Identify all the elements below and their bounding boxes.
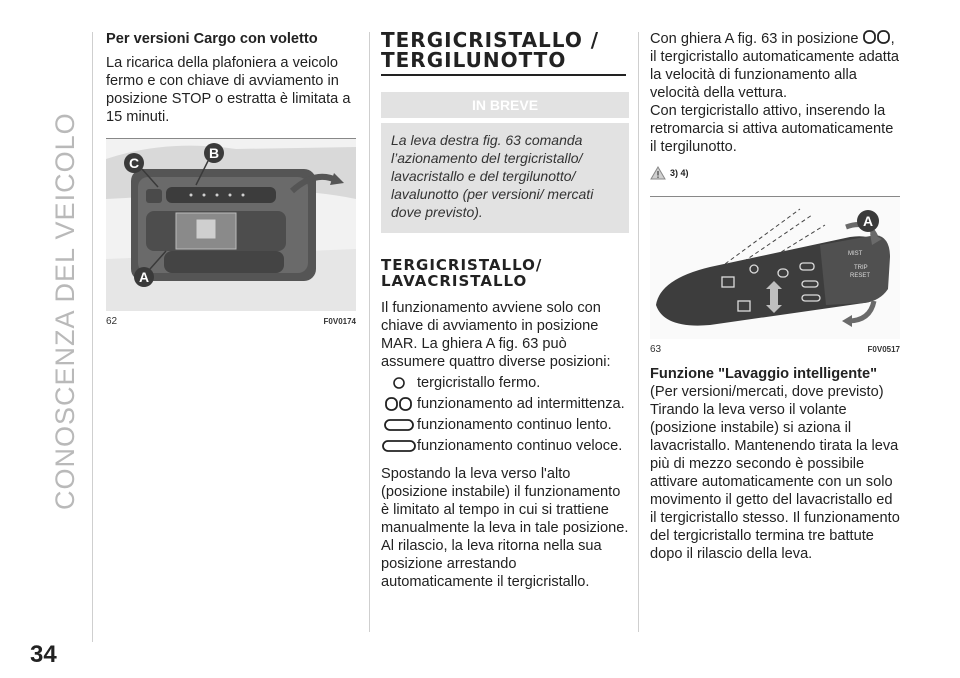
reverse-paragraph: Con tergicristallo attivo, inserendo la retromarcia si attiva automaticamente il tergilunotto. bbox=[650, 103, 894, 155]
cargo-heading: Per versioni Cargo con voletto bbox=[106, 31, 318, 47]
slow-continuous-icon bbox=[381, 417, 417, 433]
figure-63-code: F0V0517 bbox=[867, 345, 900, 354]
figure-62-image bbox=[106, 139, 356, 311]
side-divider bbox=[92, 32, 93, 642]
auto-paragraph-start: Con ghiera A fig. 63 in posizione bbox=[650, 31, 859, 47]
intro-paragraph: Il funzionamento avviene solo con chiave di avviamento in posizione MAR. La ghiera A fig. 63 può assumere quattro diverse posizioni: bbox=[381, 300, 611, 370]
position-label: tergicristallo fermo. bbox=[417, 375, 541, 391]
wiper-lever-illustration bbox=[650, 197, 900, 339]
position-item bbox=[381, 374, 629, 392]
section-title: TERGICRISTALLO / TERGILUNOTTO bbox=[381, 28, 600, 72]
function-heading: Funzione "Lavaggio intelligente" bbox=[650, 366, 878, 382]
position-item bbox=[381, 437, 629, 455]
figure-63-image bbox=[650, 197, 900, 339]
cargo-paragraph: La ricarica della plafoniera a veicolo fermo e con chiave di avviamento in posizione STOP o estratta è limitata a 15 minuti. bbox=[106, 55, 351, 125]
closing-paragraph: Spostando la leva verso l'alto (posizione instabile) il funzionamento è limitato al tempo in cui si trattiene manualmente la leva in tale posizione. Al rilascio, la leva ritorna nella sua posizione arrestando automaticamente il tergicristallo. bbox=[381, 466, 629, 590]
ceiling-light-illustration bbox=[106, 139, 356, 311]
intermittent-icon bbox=[381, 396, 417, 412]
auto-paragraph-end: , il tergicristallo automaticamente adatta la velocità di funzionamento alla velocità della vettura. bbox=[650, 31, 900, 101]
position-item bbox=[381, 395, 629, 413]
section-title-rule bbox=[381, 74, 626, 76]
lever-label-trip: TRIP bbox=[854, 265, 868, 271]
position-item bbox=[381, 416, 629, 434]
position-label: funzionamento ad intermittenza. bbox=[417, 396, 625, 412]
figure-62-number: 62 bbox=[106, 316, 118, 327]
warning-icon bbox=[650, 166, 666, 180]
lever-label-reset: RESET bbox=[850, 273, 871, 279]
column-1 bbox=[106, 30, 356, 331]
column-2 bbox=[381, 30, 629, 591]
label-a: A bbox=[138, 269, 150, 285]
warning-references bbox=[650, 164, 900, 182]
figure-62-caption bbox=[106, 311, 356, 331]
position-label: funzionamento continuo lento. bbox=[417, 417, 612, 433]
auto-paragraph bbox=[650, 30, 900, 102]
function-paragraph: (Per versioni/mercati, dove previsto) Tirando la leva verso il volante (posizione instabile) si aziona il lavacristallo. Mantenendo tirata la leva più di mezzo secondo è possibile attivare automaticamente con un solo movimento il getto del lavacristallo ed il tergicristallo stesso. Il funzionamento del tergicristallo termina tre battute dopo il rilascio della leva. bbox=[650, 384, 900, 562]
label-b: B bbox=[208, 145, 220, 161]
fast-continuous-icon bbox=[381, 438, 417, 454]
intermittent-icon bbox=[863, 30, 891, 44]
figure-63-number: 63 bbox=[650, 344, 662, 355]
position-label: funzionamento continuo veloce. bbox=[417, 438, 623, 454]
column-3 bbox=[650, 30, 900, 563]
brief-box: La leva destra fig. 63 comanda l’azionamento del tergicristallo/ lavacristallo e del tergilunotto/ lavalunotto (per versioni/ mercati dove previsto). bbox=[381, 123, 629, 233]
column-divider-1 bbox=[369, 32, 370, 632]
figure-62 bbox=[106, 138, 356, 331]
figure-63 bbox=[650, 196, 900, 359]
side-section-title: CONOSCENZA DEL VEICOLO bbox=[50, 112, 80, 510]
label-c: C bbox=[128, 155, 140, 171]
positions-list bbox=[381, 374, 629, 455]
lever-label-mist: MIST bbox=[848, 251, 863, 257]
figure-63-caption bbox=[650, 339, 900, 359]
brief-heading: IN BREVE bbox=[381, 92, 629, 118]
label-a: A bbox=[862, 213, 874, 229]
circle-off-icon bbox=[381, 375, 417, 391]
page-number: 34 bbox=[30, 641, 57, 668]
column-divider-2 bbox=[638, 32, 639, 632]
subsection-title: TERGICRISTALLO/ LAVACRISTALLO bbox=[381, 256, 543, 290]
figure-62-code: F0V0174 bbox=[323, 317, 356, 326]
warning-refs-text: 3) 4) bbox=[670, 168, 689, 178]
